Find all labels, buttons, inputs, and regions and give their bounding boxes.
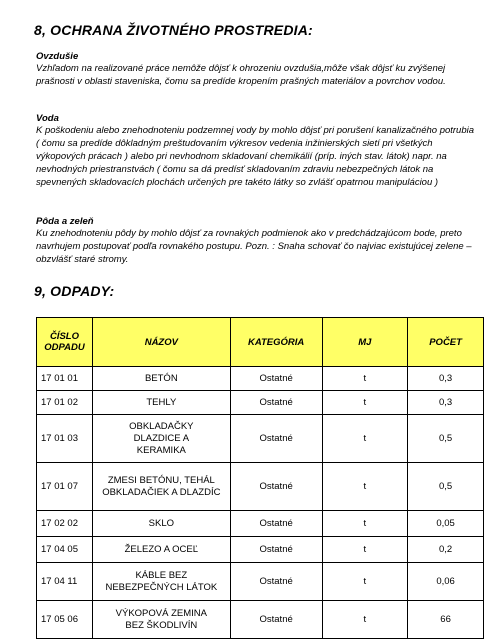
water-paragraph: K poškodeniu alebo znehodnoteniu podzemnej vody by mohlo dôjsť pri porušení kanalizačného potrubia ( čomu sa predíde dôkladným preštudovaním výkresov vedenia inžinierských sietí pri všetkých výkopových prácach ) alebo pri nevhodnom skladovaní chemikálií (príp. iných stav. látok) napr. na nevhodných priestranstvách ( čomu sa dá predísť skladovaním zdraviu nebezpečných látok na spevnených skladovacích plochách určených pre takéto látky so zvlášť opatrnou manipuláciou ) [36,125,475,188]
air-paragraph: Vzhľadom na realizované práce nemôže dôjsť k ohrozeniu ovzdušia,môže však dôjsť ku zvýšenej prašnosti v oblasti staveniska, čomu sa predíde kropením prašných materiálov a povrchov vodou. [36,63,446,87]
table-row [37,463,484,511]
air-subheading: Ovzdušie [36,51,79,62]
waste-name: TEHLY [92,391,230,415]
section-8-heading: 8, OCHRANA ŽIVOTNÉHO PROSTREDIA: [34,22,313,38]
waste-count: 66 [408,601,484,639]
column-header-name: NÁZOV [92,318,230,367]
waste-category: Ostatné [230,563,322,601]
waste-name: OBKLADAČKY DLAZDICE A KERAMIKA [92,415,230,463]
waste-unit: t [322,511,408,537]
soil-subheading: Pôda a zeleň [36,216,94,227]
waste-code: 17 01 01 [37,367,93,391]
waste-unit: t [322,391,408,415]
column-header-count: POČET [408,318,484,367]
waste-category: Ostatné [230,511,322,537]
table-row [37,367,484,391]
waste-name: ŽELEZO A OCEĽ [92,537,230,563]
waste-table [36,317,484,639]
section-9-heading: 9, ODPADY: [34,283,115,299]
table-row [37,601,484,639]
waste-unit: t [322,537,408,563]
waste-name: SKLO [92,511,230,537]
water-subheading: Voda [36,113,59,124]
waste-code: 17 02 02 [37,511,93,537]
column-header-category: KATEGÓRIA [230,318,322,367]
waste-count: 0,3 [408,367,484,391]
table-row [37,537,484,563]
waste-category: Ostatné [230,415,322,463]
waste-code: 17 01 02 [37,391,93,415]
table-row [37,391,484,415]
waste-count: 0,3 [408,391,484,415]
column-header-code: ČÍSLO ODPADU [37,318,93,367]
table-row [37,511,484,537]
waste-name: ZMESI BETÓNU, TEHÁL OBKLADAČIEK A DLAZDÍC [92,463,230,511]
waste-name: BETÓN [92,367,230,391]
waste-name: VÝKOPOVÁ ZEMINA BEZ ŠKODLIVÍN [92,601,230,639]
waste-code: 17 04 05 [37,537,93,563]
waste-count: 0,05 [408,511,484,537]
table-row [37,563,484,601]
waste-category: Ostatné [230,601,322,639]
waste-count: 0,5 [408,415,484,463]
waste-count: 0,06 [408,563,484,601]
waste-code: 17 01 07 [37,463,93,511]
soil-paragraph: Ku znehodnoteniu pôdy by mohlo dôjsť za rovnakých podmienok ako v predchádzajúcom bode, preto navrhujem postupovať podľa rovnakého postupu. Pozn. : Snaha schovať čo najviac existujúcej zelene – obzvlášť staré stromy. [36,228,472,265]
waste-unit: t [322,463,408,511]
waste-count: 0,5 [408,463,484,511]
waste-category: Ostatné [230,537,322,563]
waste-category: Ostatné [230,367,322,391]
waste-count: 0,2 [408,537,484,563]
waste-code: 17 04 11 [37,563,93,601]
waste-code: 17 05 06 [37,601,93,639]
waste-code: 17 01 03 [37,415,93,463]
table-header-row [37,318,484,367]
waste-unit: t [322,367,408,391]
table-row [37,415,484,463]
waste-unit: t [322,563,408,601]
waste-unit: t [322,601,408,639]
waste-unit: t [322,415,408,463]
waste-category: Ostatné [230,463,322,511]
column-header-unit: MJ [322,318,408,367]
waste-category: Ostatné [230,391,322,415]
waste-name: KÁBLE BEZ NEBEZPEČNÝCH LÁTOK [92,563,230,601]
